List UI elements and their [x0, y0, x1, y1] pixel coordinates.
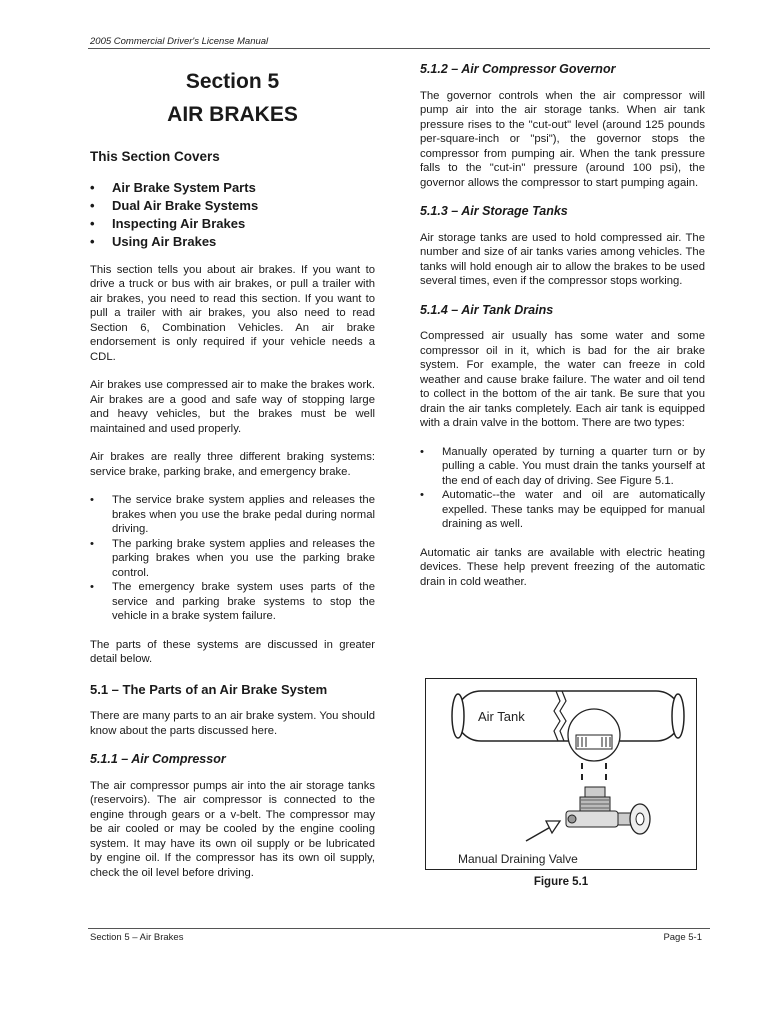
brake-systems-list [90, 493, 375, 624]
list-item: • The service brake system applies and releases the brakes when you use the brake pedal during normal driving. [90, 493, 375, 537]
air-tank-illustration [426, 679, 696, 869]
drain-types-list [420, 445, 705, 532]
intro-paragraph: This section tells you about air brakes. If you want to drive a truck or bus with air brakes, or pull a trailer with air brakes, you need to read this section. If you want to pull a trailer with air brakes, you also need to read Section 6, Combination Vehicles. An air brake endorsement is only required if your vehicle needs a CDL. [90, 263, 375, 363]
parts-discussed-paragraph: The parts of these systems are discussed in greater detail below. [90, 638, 375, 665]
drain-valve [566, 787, 650, 834]
list-item: • The parking brake system applies and releases the parking brakes when you use the parking brake control. [90, 537, 375, 581]
figure-caption: Figure 5.1 [533, 876, 589, 888]
heading-5-1: 5.1 – The Parts of an Air Brake System [90, 681, 328, 697]
arrow-icon [526, 821, 560, 841]
header-rule [88, 48, 710, 49]
section-number: Section 5 [185, 70, 280, 93]
covers-list [90, 179, 375, 251]
section-title: AIR BRAKES [167, 103, 298, 126]
storage-tanks-paragraph: Air storage tanks are used to hold compressed air. The number and size of air tanks varies among vehicles. The tanks will hold enough air to allow the brakes to be used several times, even if the compressor stops working. [420, 231, 705, 287]
running-header: 2005 Commercial Driver's License Manual [90, 36, 269, 47]
covers-heading: This Section Covers [90, 149, 220, 164]
covers-item: • Dual Air Brake Systems [90, 197, 375, 215]
heading-5-1-3: 5.1.3 – Air Storage Tanks [420, 204, 568, 218]
governor-paragraph: The governor controls when the air compressor will pump air into the air storage tanks. When air tank pressure rises to the "cut-out" level (around 125 pounds per-square-inch or "psi"), the governor stops the compressor from pumping air. When the tank pressure falls to the "cut-in" pressure (around 100 psi), the governor allows the compressor to start pumping again. [420, 89, 705, 189]
figure-5-1 [425, 678, 697, 870]
air-compressor-paragraph: The air compressor pumps air into the air storage tanks (reservoirs). The air compressor is connected to the engine through gears or a v-belt. The compressor may be air cooled or may be cooled by the engine cooling system. It may have its own oil supply or be lubricated by engine oil. If the compressor has its own oil supply, check the oil level before driving. [90, 779, 375, 879]
tank-label: Air Tank [478, 709, 525, 724]
valve-label: Manual Draining Valve [458, 852, 578, 866]
parts-intro-paragraph: There are many parts to an air brake system. You should know about the parts discussed here. [90, 710, 375, 737]
heading-5-1-1: 5.1.1 – Air Compressor [90, 752, 226, 766]
automatic-tanks-paragraph: Automatic air tanks are available with electric heating devices. These help prevent freezing of the automatic drain in cold weather. [420, 546, 705, 588]
heading-5-1-2: 5.1.2 – Air Compressor Governor [420, 62, 616, 76]
left-column [90, 62, 375, 894]
footer-rule [88, 928, 710, 929]
three-systems-paragraph: Air brakes are really three different braking systems: service brake, parking brake, and emergency brake. [90, 451, 375, 478]
right-column [420, 62, 705, 603]
list-item: • The emergency brake system uses parts of the service and parking brake systems to stop the vehicle in a brake system failure. [90, 580, 375, 624]
covers-item: • Using Air Brakes [90, 233, 375, 251]
list-item: • Manually operated by turning a quarter turn or by pulling a cable. You must drain the tanks yourself at the end of each day of driving. See Figure 5.1. [420, 445, 705, 489]
footer-section: Section 5 – Air Brakes [90, 932, 184, 943]
page-number: Page 5-1 [663, 932, 702, 943]
covers-item: • Inspecting Air Brakes [90, 215, 375, 233]
tank-drains-paragraph: Compressed air usually has some water and some compressor oil in it, which is bad for the air brake system. For example, the water can freeze in cold weather and cause brake failure. The water and oil tend to collect in the bottom of the air tank. Be sure that you drain the air tanks completely. Each air tank is equipped with a drain valve in the bottom. There are two types: [420, 330, 705, 429]
heading-5-1-4: 5.1.4 – Air Tank Drains [420, 302, 554, 317]
list-item: • Automatic--the water and oil are automatically expelled. These tanks may be equipped for manual draining as well. [420, 488, 705, 532]
compressed-air-paragraph: Air brakes use compressed air to make the brakes work. Air brakes are a good and safe way of stopping large and heavy vehicles, but the brakes must be well maintained and used properly. [90, 379, 375, 435]
covers-item: • Air Brake System Parts [90, 179, 375, 197]
